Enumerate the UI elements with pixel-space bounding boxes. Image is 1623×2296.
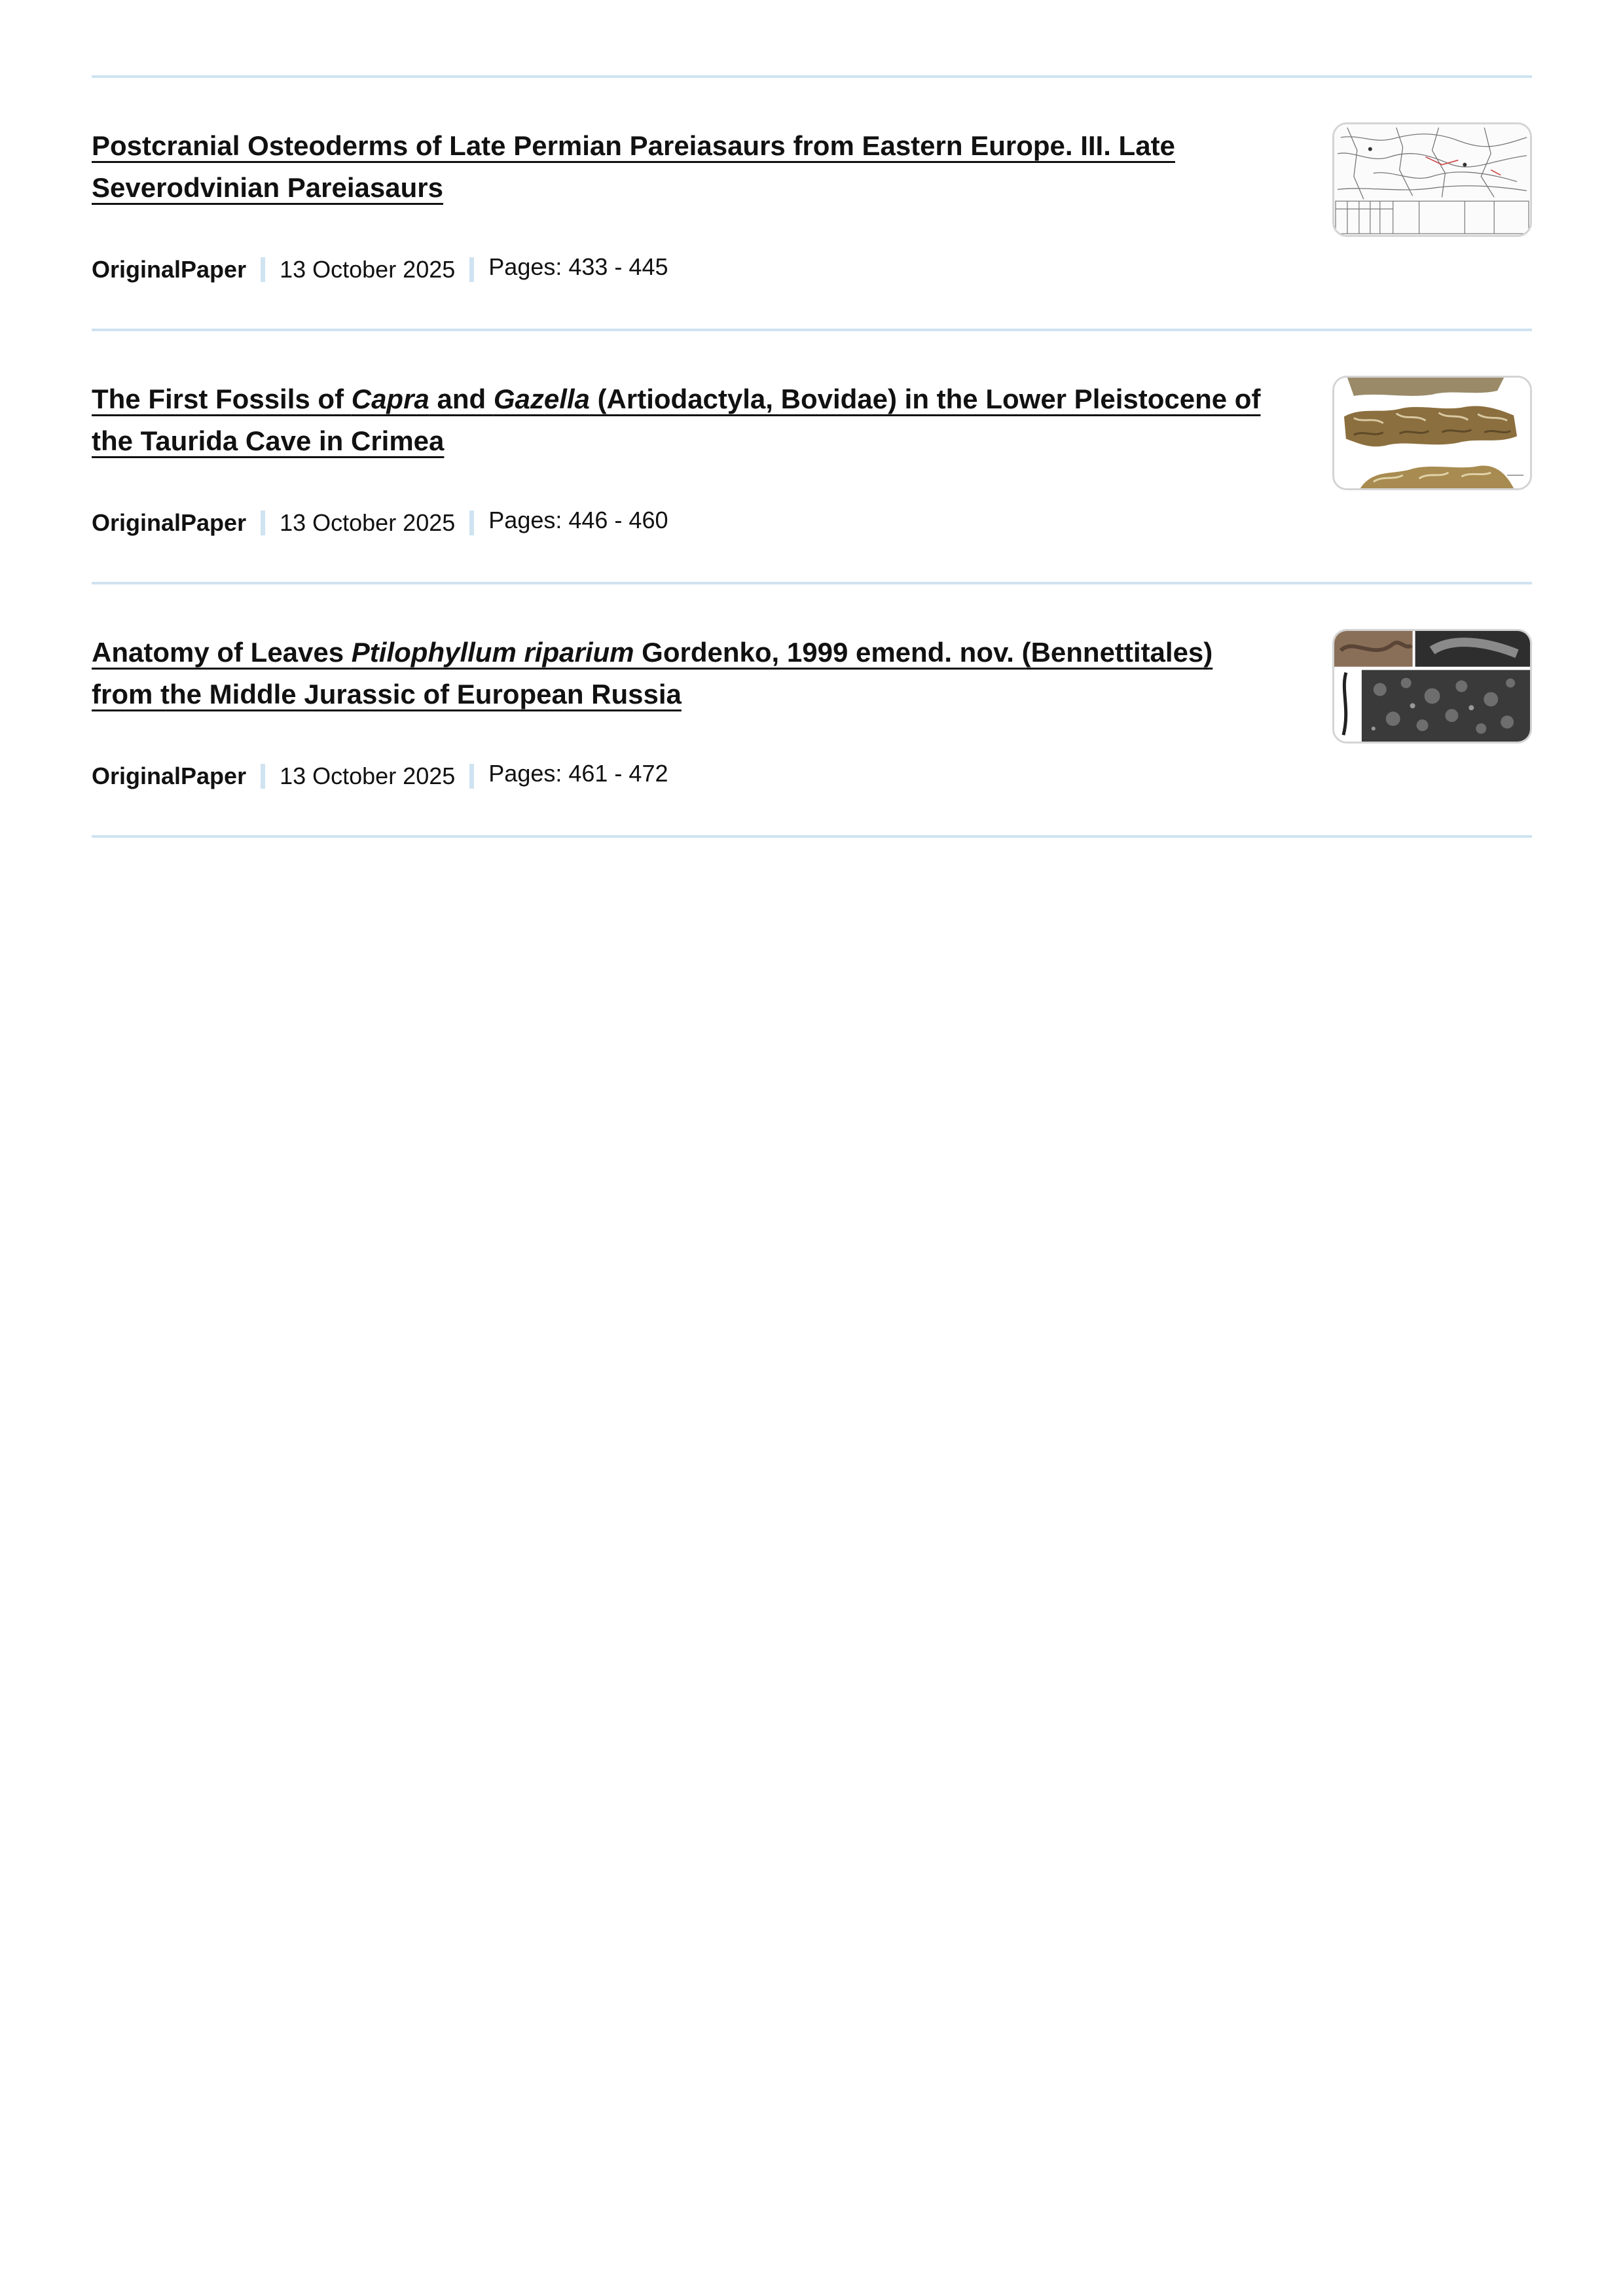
leaf-micrograph-icon[interactable] [1332, 629, 1532, 744]
article-type: OriginalPaper [92, 256, 247, 283]
article-meta [92, 761, 668, 791]
article-title-link[interactable] [92, 637, 1213, 709]
article-item [92, 78, 1532, 331]
meta-separator [261, 764, 265, 789]
meta-separator [469, 511, 474, 535]
article-type: OriginalPaper [92, 509, 247, 536]
meta-separator [261, 257, 265, 282]
title-part: (Artiodactyla, Bovidae) in the Lower Pleistocene of the Taurida Cave in Crimea [92, 384, 1261, 456]
article-type: OriginalPaper [92, 762, 247, 789]
title-part: Postcranial Osteoderms of Late Permian Pareiasaurs from Eastern Europe. III. Late Severodvinian Pareiasaurs [92, 130, 1175, 203]
article-title-wrap [92, 125, 1264, 209]
article-title-link[interactable] [92, 130, 1175, 203]
page-range: Pages: 461 - 472 [488, 760, 668, 787]
title-part-italic: Ptilophyllum riparium [351, 637, 634, 668]
article-list [92, 75, 1532, 838]
publication-date: 13 October 2025 [280, 762, 456, 789]
title-part: The First Fossils of [92, 384, 352, 414]
title-part-italic: Capra [351, 384, 429, 414]
title-part: Gordenko, 1999 emend. nov. (Bennettitales) from the Middle Jurassic of European Russia [92, 637, 1213, 709]
title-part-italic: Gazella [493, 384, 590, 414]
publication-date: 13 October 2025 [280, 509, 456, 536]
article-title-wrap [92, 378, 1264, 462]
page-range: Pages: 433 - 445 [488, 253, 668, 280]
article-title-link[interactable] [92, 384, 1260, 456]
article-meta [92, 255, 668, 285]
map-figure-icon[interactable] [1332, 122, 1532, 237]
meta-separator [261, 511, 265, 535]
page-range: Pages: 446 - 460 [488, 507, 668, 533]
meta-separator [469, 764, 474, 789]
fossil-teeth-icon[interactable] [1332, 376, 1532, 490]
article-item [92, 331, 1532, 584]
article-title-wrap [92, 632, 1264, 715]
article-item [92, 584, 1532, 838]
article-meta [92, 508, 668, 538]
meta-separator [469, 257, 474, 282]
title-part: and [429, 384, 494, 414]
title-part: Anatomy of Leaves [92, 637, 352, 668]
publication-date: 13 October 2025 [280, 256, 456, 283]
